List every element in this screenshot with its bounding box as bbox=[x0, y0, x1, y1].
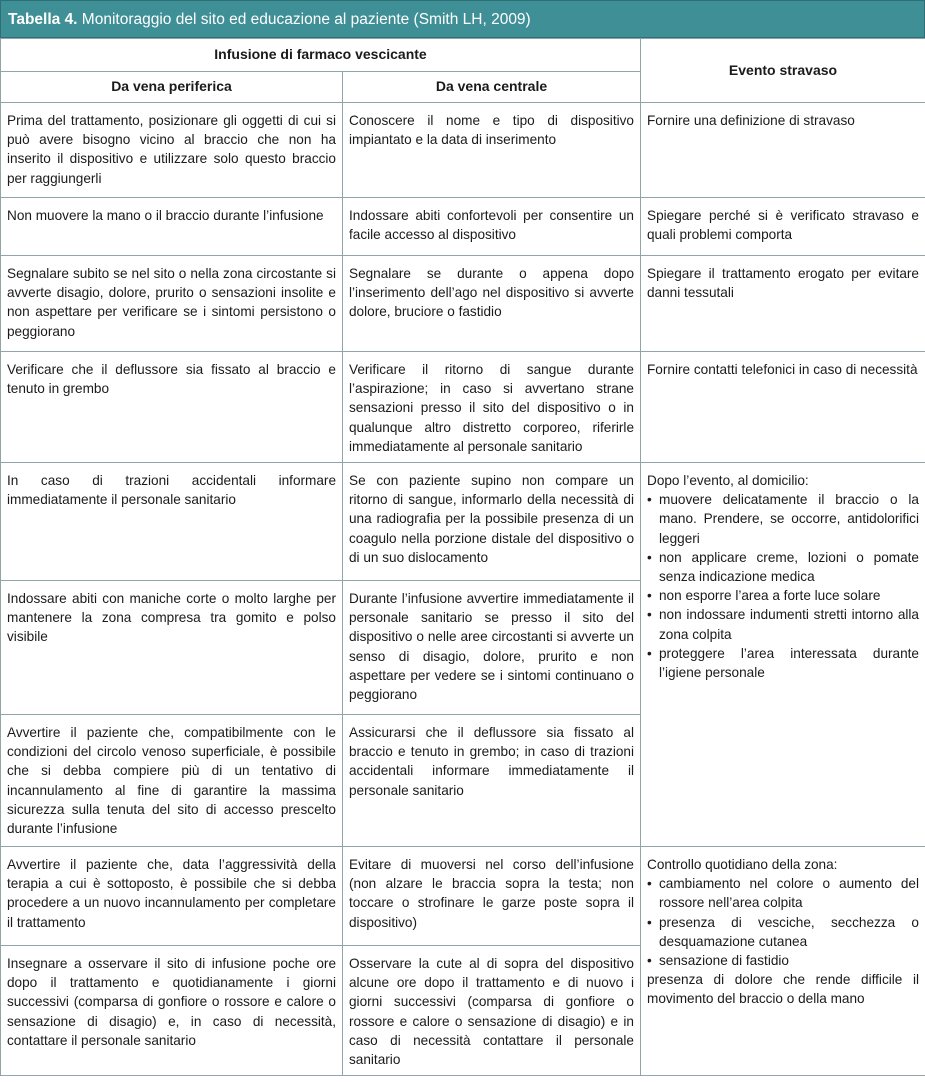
cell-periferica: Indossare abiti con maniche corte o molto larghe per mantenere la zona compresa tra gomito e polso visibile bbox=[1, 581, 343, 715]
cell-centrale: Verificare il ritorno di sangue durante l’aspirazione; in caso si avvertano strane sensazioni presso il sito del dispositivo o in qualunque altro distretto corporeo, riferirle immediatamente al personale sanitario bbox=[343, 352, 641, 463]
cell-periferica: Segnalare subito se nel sito o nella zona circostante si avverte disagio, dolore, prurito o sensazioni insolite e non aspettare per verificare se i sintomi persistono o peggiorano bbox=[1, 256, 343, 352]
caption-label: Tabella 4. bbox=[8, 11, 78, 28]
table-row bbox=[1, 256, 925, 352]
col-header-centrale: Da vena centrale bbox=[343, 72, 641, 103]
cell-centrale: Segnalare se durante o appena dopo l’inserimento dell’ago nel dispositivo si avverte dolore, bruciore o fastidio bbox=[343, 256, 641, 352]
cell-stravaso: Spiegare perché si è verificato stravaso e quali problemi comporta bbox=[641, 198, 925, 256]
cell-centrale: Assicurarsi che il deflussore sia fissato al braccio e tenuto in grembo; in caso di trazioni accidentali informare immediatamente il personale sanitario bbox=[343, 715, 641, 847]
cell-stravaso: Fornire contatti telefonici in caso di necessità bbox=[641, 352, 925, 463]
list-item: • presenza di vesciche, secchezza o desquamazione cutanea bbox=[647, 913, 919, 951]
cell-centrale: Evitare di muoversi nel corso dell’infusione (non alzare le braccia sopra la testa; non toccare o strofinare le garze poste sopra il dispositivo) bbox=[343, 847, 641, 946]
cell-centrale: Indossare abiti confortevoli per consentire un facile accesso al dispositivo bbox=[343, 198, 641, 256]
table-row bbox=[1, 352, 925, 463]
cell-stravaso: Spiegare il trattamento erogato per evitare danni tessutali bbox=[641, 256, 925, 352]
cell-stravaso-domicilio bbox=[641, 463, 925, 847]
cell-centrale: Conoscere il nome e tipo di dispositivo impiantato e la data di inserimento bbox=[343, 103, 641, 198]
cell-periferica: Insegnare a osservare il sito di infusione poche ore dopo il trattamento e quotidianamente i giorni successivi (comparsa di gonfiore o rossore e calore o sensazione di disagio) e, in caso di necessità, contattare il personale sanitario bbox=[1, 946, 343, 1076]
table-row bbox=[1, 847, 925, 946]
list-item: • sensazione di fastidio bbox=[647, 951, 919, 970]
controllo-list bbox=[647, 874, 919, 970]
cell-centrale: Osservare la cute al di sopra del dispositivo alcune ore dopo il trattamento e di nuovo i giorni successivi (comparsa di gonfiore o rossore e calore o sensazione di disagio) e in caso di necessità contattare il personale sanitario bbox=[343, 946, 641, 1076]
controllo-outro: presenza di dolore che rende difficile il movimento del braccio o della mano bbox=[647, 972, 919, 1007]
domicilio-intro: Dopo l’evento, al domicilio: bbox=[647, 473, 809, 489]
table-row bbox=[1, 103, 925, 198]
cell-periferica: Avvertire il paziente che, compatibilmente con le condizioni del circolo venoso superficiale, è possibile che si debba compiere più di un tentativo di incannulamento al fine di garantire la massima sicurezza sulla tenuta del sito di accesso prescelto durante l’infusione bbox=[1, 715, 343, 847]
caption-title: Monitoraggio del sito ed educazione al paziente (Smith LH, 2009) bbox=[77, 11, 531, 28]
header-row bbox=[1, 39, 925, 72]
domicilio-list bbox=[647, 490, 919, 682]
cell-periferica: Prima del trattamento, posizionare gli oggetti di cui si può avere bisogno vicino al braccio che non ha inserito il dispositivo e utilizzare solo questo braccio per raggiungerli bbox=[1, 103, 343, 198]
cell-periferica: Avvertire il paziente che, data l’aggressività della terapia a cui è sottoposto, è possibile che si debba procedere a un nuovo incannulamento per completare il trattamento bbox=[1, 847, 343, 946]
cell-periferica: Non muovere la mano o il braccio durante l’infusione bbox=[1, 198, 343, 256]
list-item: • muovere delicatamente il braccio o la mano. Prendere, se occorre, antidolorifici leggeri bbox=[647, 490, 919, 548]
cell-stravaso-controllo bbox=[641, 847, 925, 1076]
table-row bbox=[1, 198, 925, 256]
col-header-periferica: Da vena periferica bbox=[1, 72, 343, 103]
table-row bbox=[1, 463, 925, 581]
cell-periferica: In caso di trazioni accidentali informare immediatamente il personale sanitario bbox=[1, 463, 343, 581]
table-caption bbox=[0, 0, 925, 38]
controllo-intro: Controllo quotidiano della zona: bbox=[647, 857, 838, 873]
cell-periferica: Verificare che il deflussore sia fissato al braccio e tenuto in grembo bbox=[1, 352, 343, 463]
education-table bbox=[0, 38, 925, 1076]
list-item: • non indossare indumenti stretti intorno alla zona colpita bbox=[647, 605, 919, 643]
list-item: • proteggere l’area interessata durante l’igiene personale bbox=[647, 644, 919, 682]
cell-centrale: Durante l’infusione avvertire immediatamente il personale sanitario se presso il sito del dispositivo o nelle aree circostanti si avverte un senso di disagio, dolore, prurito e non aspettare per vedere se i sintomi continuano o peggiorano bbox=[343, 581, 641, 715]
group-header: Infusione di farmaco vescicante bbox=[1, 39, 641, 72]
col-header-stravaso: Evento stravaso bbox=[641, 39, 925, 103]
list-item: • non applicare creme, lozioni o pomate senza indicazione medica bbox=[647, 548, 919, 586]
cell-stravaso: Fornire una definizione di stravaso bbox=[641, 103, 925, 198]
list-item: • cambiamento nel colore o aumento del rossore nell’area colpita bbox=[647, 874, 919, 912]
cell-centrale: Se con paziente supino non compare un ritorno di sangue, informarlo della necessità di una radiografia per la possibile presenza di un coagulo nella porzione distale del dispositivo o di un suo dislocamento bbox=[343, 463, 641, 581]
list-item: • non esporre l’area a forte luce solare bbox=[647, 586, 919, 605]
